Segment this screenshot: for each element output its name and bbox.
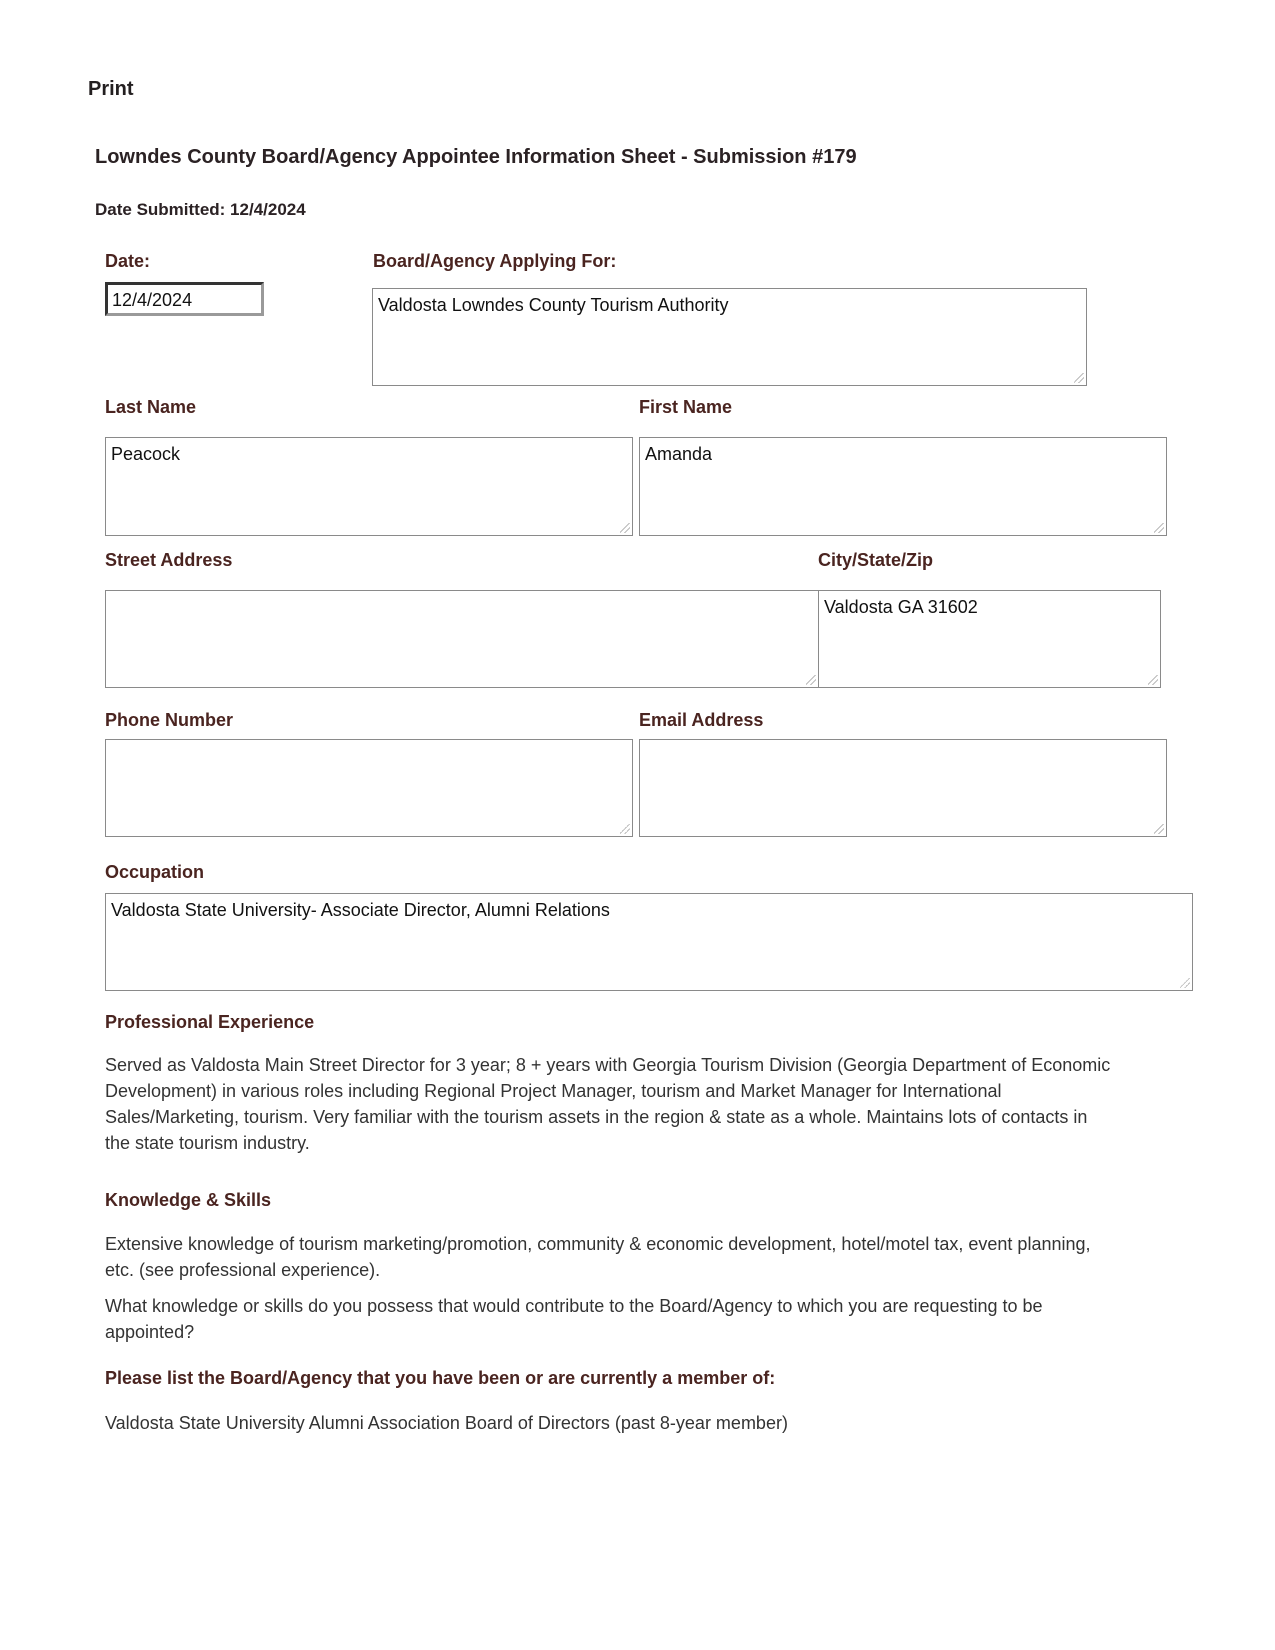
city-state-zip-label: City/State/Zip — [818, 550, 934, 570]
resize-grip-icon[interactable] — [1148, 675, 1158, 685]
professional-experience-text: Served as Valdosta Main Street Director for 3 year; 8 + years with Georgia Tourism Division (Georgia Department of Economic Development) in various roles including Regional Project Manager, tourism and Market Manager for International Sales/Marketing, tourism. Very familiar with the tourism assets in the region & state as a whole. Maintains lots of contacts in the state tourism industry. — [105, 1055, 1111, 1153]
board-agency-field[interactable] — [372, 288, 1087, 386]
resize-grip-icon[interactable] — [806, 675, 816, 685]
knowledge-skills-heading: Knowledge & Skills — [105, 1190, 272, 1210]
occupation-label: Occupation — [105, 862, 205, 882]
page-title: Lowndes County Board/Agency Appointee Information Sheet - Submission #179 — [95, 146, 857, 168]
street-address-label: Street Address — [105, 550, 233, 570]
memberships-heading: Please list the Board/Agency that you have been or are currently a member of: — [105, 1368, 776, 1388]
phone-label: Phone Number — [105, 710, 234, 730]
email-field[interactable] — [639, 739, 1167, 837]
last-name-value: Peacock — [111, 444, 181, 464]
city-state-zip-field[interactable] — [818, 590, 1161, 688]
date-field[interactable]: 12/4/2024 — [105, 282, 264, 316]
resize-grip-icon[interactable] — [1154, 824, 1164, 834]
last-name-field[interactable] — [105, 437, 633, 536]
last-name-label: Last Name — [105, 397, 197, 417]
knowledge-skills-question: What knowledge or skills do you possess that would contribute to the Board/Agency to which you are requesting to be appointed? — [105, 1296, 1043, 1342]
first-name-field[interactable] — [639, 437, 1167, 536]
knowledge-skills-text: Extensive knowledge of tourism marketing/promotion, community & economic development, hotel/motel tax, event planning, etc. (see professional experience). — [105, 1234, 1091, 1280]
email-label: Email Address — [639, 710, 764, 730]
date-submitted: Date Submitted: 12/4/2024 — [95, 200, 306, 219]
first-name-label: First Name — [639, 397, 733, 417]
memberships-text: Valdosta State University Alumni Association Board of Directors (past 8-year member) — [105, 1413, 788, 1433]
resize-grip-icon[interactable] — [1154, 523, 1164, 533]
city-state-zip-value: Valdosta GA 31602 — [824, 597, 978, 617]
first-name-value: Amanda — [645, 444, 713, 464]
occupation-field[interactable] — [105, 893, 1193, 991]
professional-experience-heading: Professional Experience — [105, 1012, 315, 1032]
street-address-field[interactable] — [105, 590, 819, 688]
resize-grip-icon[interactable] — [620, 824, 630, 834]
resize-grip-icon[interactable] — [620, 523, 630, 533]
phone-field[interactable] — [105, 739, 633, 837]
board-agency-label: Board/Agency Applying For: — [373, 251, 617, 271]
resize-grip-icon[interactable] — [1180, 978, 1190, 988]
board-agency-value: Valdosta Lowndes County Tourism Authority — [378, 295, 729, 315]
print-link[interactable]: Print — [88, 78, 134, 100]
occupation-value: Valdosta State University- Associate Director, Alumni Relations — [111, 900, 610, 920]
resize-grip-icon[interactable] — [1074, 373, 1084, 383]
date-label: Date: — [105, 251, 151, 271]
